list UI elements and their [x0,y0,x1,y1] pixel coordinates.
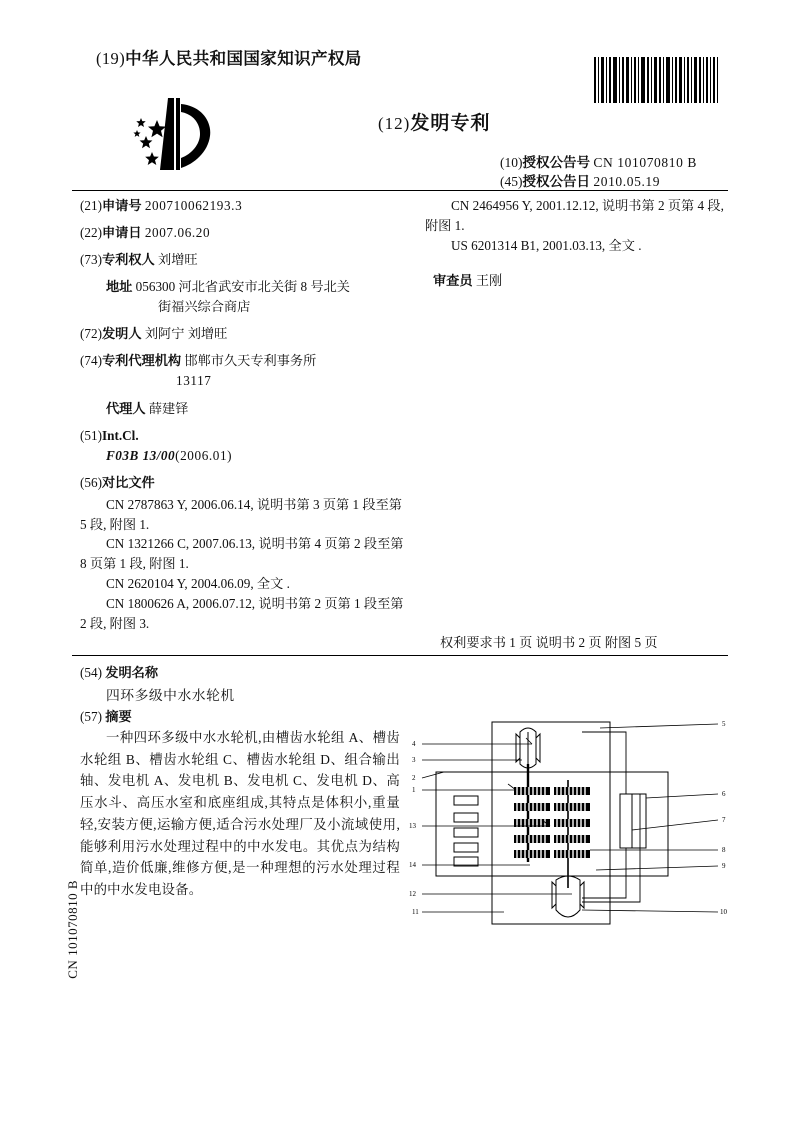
svg-text:8: 8 [722,846,726,854]
patent-abstract-drawing [404,702,736,938]
publication-date [500,170,660,190]
svg-text:13: 13 [409,822,416,830]
field-invention-title [80,662,158,681]
inventors-value: 刘阿宁 刘增旺 [144,326,228,342]
application-number-value: 200710062193.3 [144,198,243,213]
svg-text:9: 9 [722,862,726,870]
field-address [80,277,410,317]
patentee-code: (73) [80,252,102,268]
invention-title-code: (54) [80,665,102,680]
svg-text:4: 4 [412,740,416,748]
field-intcl [80,426,410,466]
svg-text:7: 7 [722,816,726,824]
citation-item: US 6201314 B1, 2001.03.13, 全文 . [451,237,642,253]
agent-label: 代理人 [106,400,146,416]
publication-date-label: 授权公告日 [522,174,590,189]
barcode-icon [594,57,720,103]
publication-date-value: 2010.05.19 [593,174,661,189]
biblio-right-column [425,196,730,291]
intcl-symbol-row [80,446,410,466]
citation-list-left [80,495,410,634]
field-patentee [80,250,410,270]
publication-number [500,151,697,171]
examiner-value: 王刚 [475,273,503,289]
citation-list-right [425,196,730,255]
intcl-symbol: F03B 13/00 [106,447,176,463]
agency-label: 专利代理机构 [101,353,182,369]
svg-text:11: 11 [412,908,419,916]
patentee-value: 刘增旺 [158,252,198,268]
field-examiner [425,271,730,291]
intcl-code: (51) [80,427,102,443]
address-value-line2: 街福兴综合商店 [158,299,251,315]
publication-number-label: 授权公告号 [522,155,590,170]
field-inventors [80,324,410,344]
field-application-number [80,196,410,216]
document-kind-code: (12) [378,114,411,133]
spine-publication-code [58,880,88,1040]
invention-title-label: 发明名称 [105,665,159,680]
office-code: (19) [96,49,126,68]
citation-item: CN 2787863 Y, 2006.06.14, 说明书第 3 页第 1 段至第 5 段, 附图 1. [80,496,402,532]
svg-text:1: 1 [412,786,416,794]
abstract-text: 一种四环多级中水水轮机,由槽齿水轮组 A、槽齿水轮组 B、槽齿水轮组 C、槽齿水轮组 D、组合输出轴、发电机 A、发电机 B、发电机 C、发电机 D、高压水斗、高压水室和底座组成,其特点是体积小,重量轻,安装方便,运输方便,适合污水处理厂及小流域使用,能够利用污水处理过程中的中水发电。其优点为结构简单,造价低廉,维修方便,是一种理想的污水处理过程中的中水发电设备。 [80,730,400,897]
field-agency [80,351,410,391]
agency-code: (74) [80,353,102,369]
document-kind [378,108,490,135]
inventors-code: (72) [80,326,102,342]
office-line [96,45,362,69]
divider-top [72,190,728,191]
page-counts: 权利要求书 1 页 说明书 2 页 附图 5 页 [440,635,658,650]
svg-text:14: 14 [409,861,416,869]
agency-value: 邯郸市久天专利事务所 [184,353,317,369]
publication-number-value: CN 101070810 B [593,155,698,170]
abstract-label: 摘要 [105,709,132,724]
field-agent [80,399,410,419]
application-date-label: 申请日 [101,225,142,241]
application-number-code: (21) [80,198,102,213]
biblio-left-column [80,196,410,640]
agent-value: 薛建铎 [148,400,189,416]
spine-code-text: CN 101070810 B [65,880,80,979]
field-abstract [80,706,132,725]
references-label: 对比文件 [101,474,155,490]
divider-bottom [72,655,728,656]
sipo-emblem-icon [124,92,216,176]
patentee-label: 专利权人 [101,252,155,268]
intcl-label: Int.Cl. [101,427,139,443]
svg-text:5: 5 [722,720,726,728]
citation-item: CN 2620104 Y, 2004.06.09, 全文 . [106,575,290,591]
citation-item: CN 1800626 A, 2006.07.12, 说明书第 2 页第 1 段至第 2 段, 附图 3. [80,595,404,631]
svg-text:3: 3 [412,756,416,764]
document-kind-label: 发明专利 [410,113,491,134]
references-code: (56) [80,474,102,490]
intcl-version: (2006.01) [175,447,233,463]
field-application-date [80,223,410,243]
abstract-code: (57) [80,709,102,724]
address-label: 地址 [106,279,133,295]
citation-item: CN 1321266 C, 2007.06.13, 说明书第 4 页第 2 段至第 8 页第 1 段, 附图 1. [80,536,404,572]
invention-title-value: 四环多级中水水轮机 [106,688,235,703]
agency-code-number: 13117 [176,373,212,389]
office-name: 中华人民共和国国家知识产权局 [125,49,362,68]
application-date-code: (22) [80,225,102,241]
publication-number-code: (10) [500,155,523,170]
application-date-value: 2007.06.20 [144,225,211,241]
inventors-label: 发明人 [101,326,142,342]
svg-text:10: 10 [720,908,727,916]
field-references [80,473,410,634]
application-number-label: 申请号 [101,198,142,213]
publication-date-code: (45) [500,174,523,189]
svg-text:12: 12 [409,890,416,898]
svg-text:6: 6 [722,790,726,798]
svg-text:2: 2 [412,774,416,782]
address-value: 056300 河北省武安市北关街 8 号北关 [135,279,350,295]
citation-item: CN 2464956 Y, 2001.12.12, 说明书第 2 页第 4 段, 附图 1. [425,198,724,233]
examiner-label: 审查员 [433,273,473,289]
